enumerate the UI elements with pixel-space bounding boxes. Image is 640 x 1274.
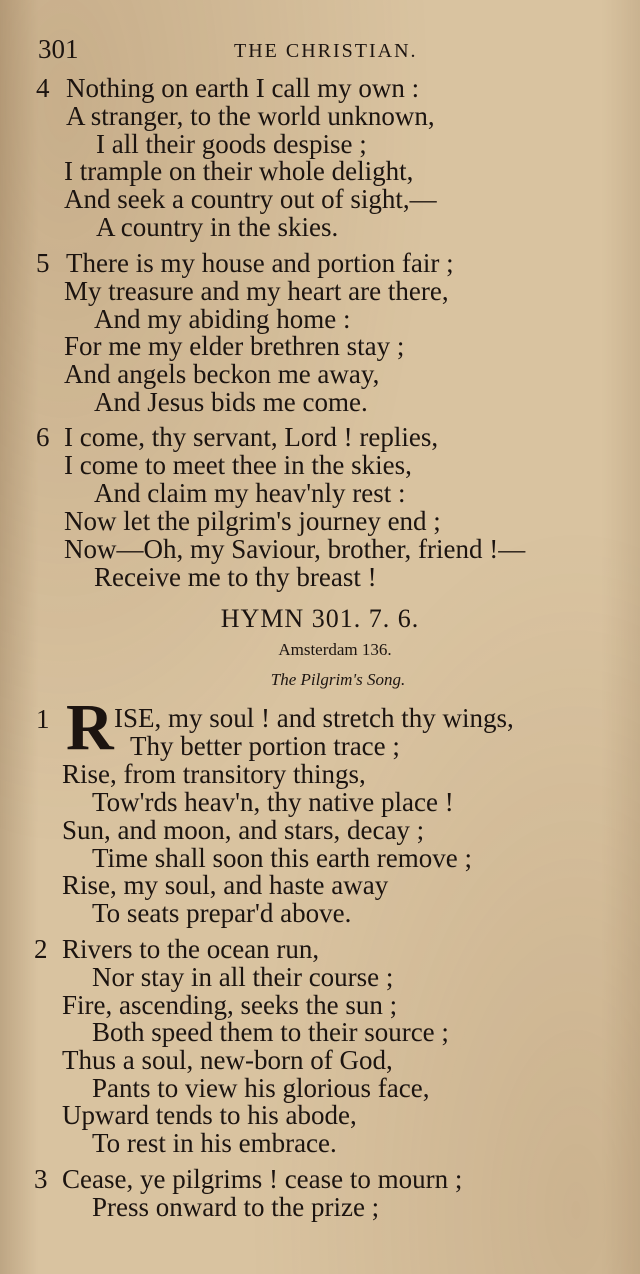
verse-number: 2 bbox=[34, 934, 48, 964]
verse-line: And angels beckon me away, bbox=[64, 359, 380, 389]
running-head: THE CHRISTIAN. bbox=[234, 40, 418, 62]
verse-line: To seats prepar'd above. bbox=[92, 898, 352, 928]
verse-line: Tow'rds heav'n, thy native place ! bbox=[92, 787, 454, 817]
verse-line: Now let the pilgrim's journey end ; bbox=[64, 506, 441, 536]
verse-line: And seek a country out of sight,— bbox=[64, 184, 437, 214]
verse-line: Upward tends to his abode, bbox=[62, 1100, 357, 1130]
verse-line: And my abiding home : bbox=[94, 304, 351, 334]
verse-line: There is my house and portion fair ; bbox=[66, 248, 454, 278]
verse-line: Rise, from transitory things, bbox=[62, 759, 366, 789]
verse-line: Both speed them to their source ; bbox=[92, 1017, 449, 1047]
page-number: 301 bbox=[38, 34, 79, 64]
verse-line: Sun, and moon, and stars, decay ; bbox=[62, 815, 425, 845]
verse-line: I come to meet thee in the skies, bbox=[64, 450, 412, 480]
verse-line: Rise, my soul, and haste away bbox=[62, 870, 389, 900]
verse-line: Nothing on earth I call my own : bbox=[66, 73, 420, 103]
verse-line: My treasure and my heart are there, bbox=[64, 276, 449, 306]
verse-line: And claim my heav'nly rest : bbox=[94, 478, 406, 508]
hymn-subtitle: The Pilgrim's Song. bbox=[270, 670, 406, 689]
verse-line: Cease, ye pilgrims ! cease to mourn ; bbox=[62, 1164, 463, 1194]
verse-line: Thus a soul, new-born of God, bbox=[62, 1045, 393, 1075]
verse-number: 6 bbox=[36, 422, 50, 452]
verse-line: For me my elder brethren stay ; bbox=[64, 331, 405, 361]
hymn-title: HYMN 301. 7. 6. bbox=[220, 604, 420, 633]
verse-line: Pants to view his glorious face, bbox=[92, 1073, 430, 1103]
verse-line: Fire, ascending, seeks the sun ; bbox=[62, 990, 398, 1020]
verse-line: I all their goods despise ; bbox=[96, 129, 367, 159]
verse-number: 1 bbox=[36, 704, 50, 734]
verse-line: I trample on their whole delight, bbox=[64, 156, 414, 186]
verse-line: To rest in his embrace. bbox=[92, 1128, 337, 1158]
verse-line: Time shall soon this earth remove ; bbox=[92, 843, 472, 873]
verse-line: Press onward to the prize ; bbox=[92, 1192, 380, 1222]
verse-line: ISE, my soul ! and stretch thy wings, bbox=[114, 703, 514, 733]
verse-line: Now—Oh, my Saviour, brother, friend !— bbox=[64, 534, 526, 564]
verse-line: Rivers to the ocean run, bbox=[62, 934, 320, 964]
verse-line: Receive me to thy breast ! bbox=[94, 562, 377, 592]
verse-line: A country in the skies. bbox=[96, 212, 339, 242]
verse-line: I come, thy servant, Lord ! replies, bbox=[64, 422, 439, 452]
verse-number: 5 bbox=[36, 248, 50, 278]
page-header bbox=[38, 34, 598, 70]
verse-line: Nor stay in all their course ; bbox=[92, 962, 394, 992]
tune-name: Amsterdam 136. bbox=[278, 640, 392, 659]
verse-number: 4 bbox=[36, 73, 50, 103]
drop-cap: R bbox=[66, 691, 114, 764]
verse-number: 3 bbox=[34, 1164, 48, 1194]
verse-line: A stranger, to the world unknown, bbox=[66, 101, 435, 131]
verse-line: And Jesus bids me come. bbox=[94, 387, 368, 417]
verse-line: Thy better portion trace ; bbox=[130, 731, 400, 761]
